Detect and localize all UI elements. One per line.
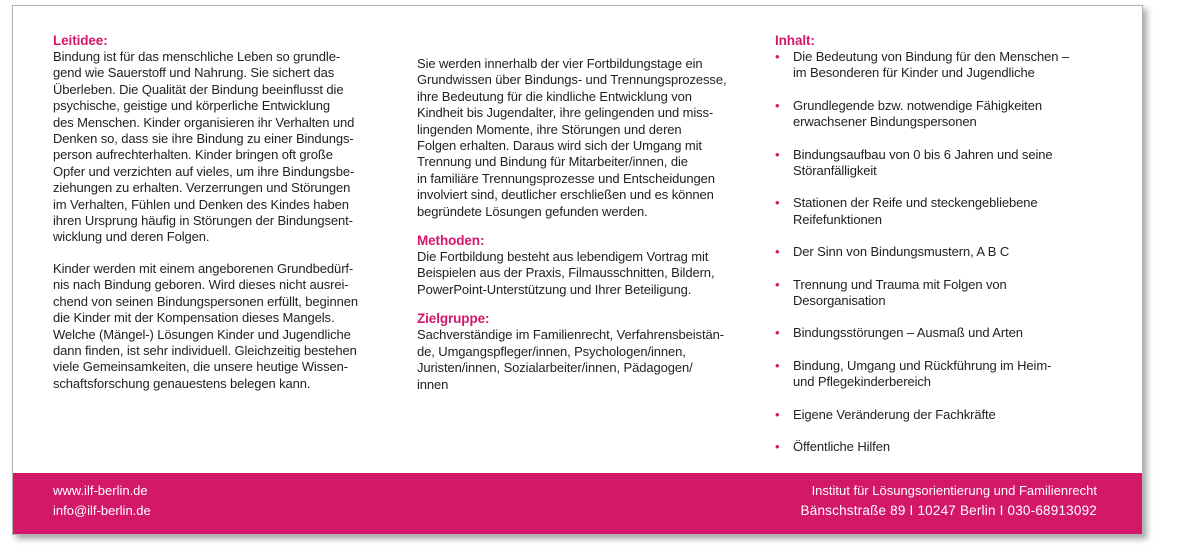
leitidee-paragraph-1: Bindung ist für das menschliche Leben so grundle- gend wie Sauerstoff und Nahrung. Sie sichert das Überleben. Die Qualität der Bindung beeinflusst die psychische, geistige und körperliche Entwicklung des Menschen. Kinder organisieren ihr Verhalten und Denken so, dass sie ihre Bindung zu einer Bindungs- person aufrechterhalten. Kinder bringen oft große Opfer und verzichten auf vieles, um ihre Bindungsbe- ziehungen zu erhalten. Verzerrungen und Störungen im Verhalten, Fühlen und Denken des Kindes haben ihren Ursprung häufig in Störungen der Bindungsent- wicklung und deren Folgen. xyxy=(53,49,355,245)
bullet-icon: • xyxy=(775,146,780,162)
leitidee-paragraph-2: Kinder werden mit einem angeborenen Grundbedürf- nis nach Bindung geboren. Wird dieses nicht ausrei- chend von seinen Bindungspersonen erfüllt, beginnen die Kinder mit der Kompensation dieses Mangels. Welche (Mängel-) Lösungen Kinder und Jugendliche dann finden, ist sehr individuell. Gleichzeitig bestehen viele Gemeinsamkeiten, die unsere heutige Wissen- schaftsforschung genauestens belegen kann. xyxy=(53,260,358,391)
list-item: • Die Bedeutung von Bindung für den Menschen – im Besonderen für Kinder und Jugendliche xyxy=(775,49,1070,81)
list-item: • Stationen der Reife und steckengebliebene Reifefunktionen xyxy=(775,195,1038,227)
footer-contact xyxy=(53,481,151,521)
zielgruppe-paragraph: Sachverständige im Familienrecht, Verfahrensbeistän- de, Umgangspfleger/innen, Psychologen/innen, Juristen/innen, Sozialarbeiter/innen, Pädagogen/ innen xyxy=(417,327,724,392)
inhalt-list xyxy=(775,49,1105,456)
list-item: • Der Sinn von Bindungsmustern, A B C xyxy=(775,244,1010,260)
column-inhalt xyxy=(775,33,1105,472)
bullet-icon: • xyxy=(775,49,780,64)
column-leitidee xyxy=(53,33,393,392)
list-item: • Eigene Veränderung der Fachkräfte xyxy=(775,406,996,422)
bullet-icon: • xyxy=(775,244,780,260)
list-item: • Bindungsstörungen – Ausmaß und Arten xyxy=(775,325,1023,341)
bullet-icon: • xyxy=(775,97,780,113)
footer-bar xyxy=(13,473,1142,534)
flyer-card xyxy=(12,5,1143,535)
bullet-icon: • xyxy=(775,195,780,211)
heading-leitidee: Leitidee: xyxy=(53,33,108,48)
website-link[interactable]: www.ilf-berlin.de xyxy=(53,483,148,498)
list-item: • Grundlegende bzw. notwendige Fähigkeiten erwachsener Bindungspersonen xyxy=(775,97,1042,130)
institute-address: Bänschstraße 89 I 10247 Berlin I 030-68913092 xyxy=(800,503,1097,518)
bullet-icon: • xyxy=(775,406,780,422)
heading-methoden: Methoden: xyxy=(417,233,485,249)
bullet-icon: • xyxy=(775,325,780,341)
bullet-icon: • xyxy=(775,276,780,292)
list-item: • Öffentliche Hilfen xyxy=(775,439,890,455)
column-methoden xyxy=(417,56,767,393)
bullet-icon: • xyxy=(775,357,780,373)
intro-paragraph: Sie werden innerhalb der vier Fortbildungstage ein Grundwissen über Bindungs- und Trennungsprozesse, ihre Bedeutung für die kindliche Entwicklung von Kindheit bis Jugendalter, ihre gelingenden und miss- lingenden Momente, ihre Störungen und deren Folgen erhalten. Daraus wird sich der Umgang mit Trennung und Bindung für Mitarbeiter/innen, die in familiäre Trennungsprozesse und Entscheidungen involviert sind, deutlicher erschließen und es können begründete Lösungen gefunden werden. xyxy=(417,56,727,219)
email-link[interactable]: info@ilf-berlin.de xyxy=(53,503,151,518)
methoden-paragraph: Die Fortbildung besteht aus lebendigem Vortrag mit Beispielen aus der Praxis, Filmausschnitten, Bildern, PowerPoint-Unterstützung und Ihrer Beteiligung. xyxy=(417,249,715,297)
heading-zielgruppe: Zielgruppe: xyxy=(417,311,490,327)
heading-inhalt: Inhalt: xyxy=(775,33,815,48)
footer-institute xyxy=(801,481,1097,521)
list-item: • Trennung und Trauma mit Folgen von Desorganisation xyxy=(775,276,1007,309)
list-item: • Bindung, Umgang und Rückführung im Heim- und Pflegekinderbereich xyxy=(775,357,1052,390)
institute-name: Institut für Lösungsorientierung und Familienrecht xyxy=(811,483,1097,498)
list-item: • Bindungsaufbau von 0 bis 6 Jahren und seine Störanfälligkeit xyxy=(775,146,1053,179)
bullet-icon: • xyxy=(775,439,780,455)
